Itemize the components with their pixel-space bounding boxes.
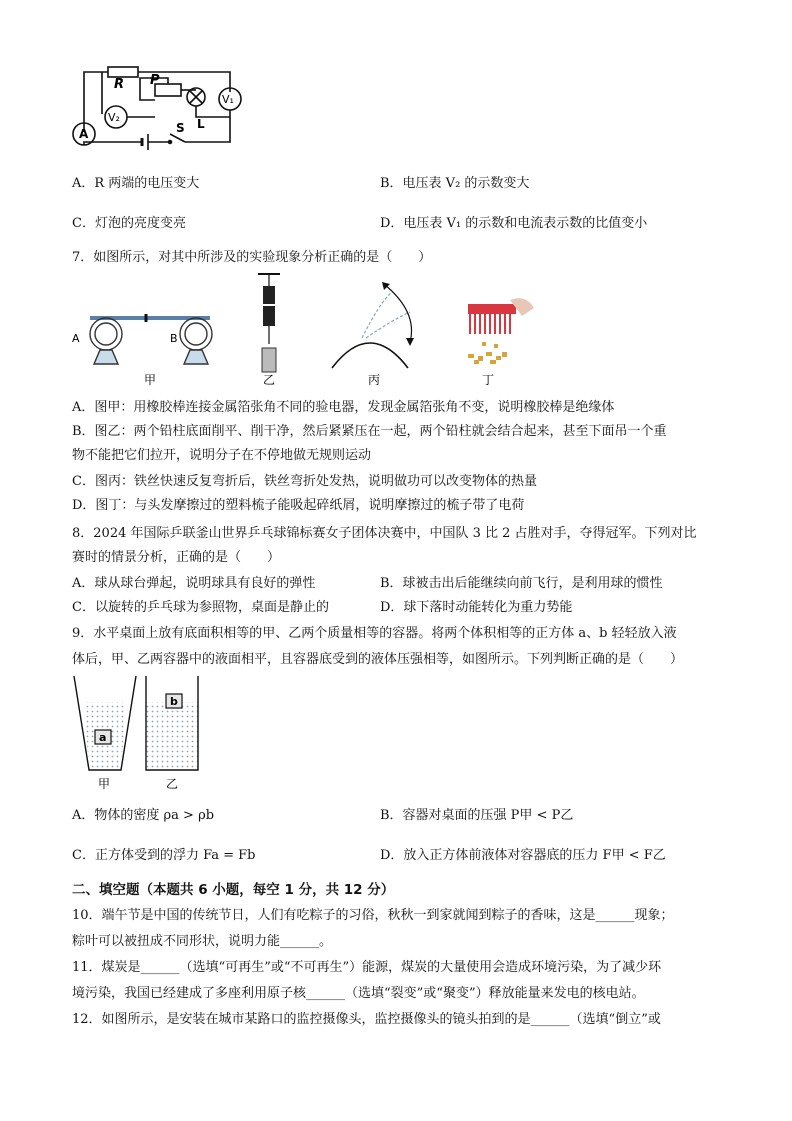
electroscope-figure: [90, 314, 212, 364]
q8-option-a: A．球从球台弹起，说明球具有良好的弹性: [72, 576, 316, 591]
label-v1: V₁: [222, 93, 234, 106]
q8-option-c: C．以旋转的乒乓球为参照物，桌面是静止的: [72, 600, 329, 615]
q11-line1: 11．煤炭是______（选填“可再生”或“不可再生”）能源，煤炭的大量使用会造成环境污染，为了减少环: [72, 960, 662, 975]
q8-option-d: D．球下落时动能转化为重力势能: [380, 600, 573, 615]
circuit-diagram: [70, 62, 250, 162]
q9-option-d: D．放入正方体前液体对容器底的压力 F甲 < F乙: [380, 848, 666, 863]
q7-figures: [70, 272, 550, 390]
q7-option-d: D．图丁：与头发摩擦过的塑料梳子能吸起碎纸屑，说明摩擦过的梳子带了电荷: [72, 498, 525, 513]
comb-figure: [468, 298, 534, 364]
label-a: A: [79, 127, 89, 141]
container-yi-label: 乙: [166, 777, 179, 791]
q9-option-b: B．容器对桌面的压强 P甲 < P乙: [380, 808, 574, 823]
q7-option-b-cont: 物不能把它们拉开，说明分子在不停地做无规则运动: [72, 448, 372, 463]
q6-option-b: B．电压表 V₂ 的示数变大: [380, 176, 530, 191]
section-heading: 二、填空题（本题共 6 小题，每空 1 分，共 12 分）: [72, 882, 395, 898]
q9-containers-figure: [70, 674, 210, 794]
label-s: S: [176, 121, 185, 135]
q7-stem: 7．如图所示，对其中所涉及的实验现象分析正确的是（ ）: [72, 250, 432, 265]
q10-line2: 粽叶可以被扭成不同形状，说明力能______。: [72, 934, 333, 949]
q7-option-c: C．图丙：铁丝快速反复弯折后，铁丝弯折处发热，说明做功可以改变物体的热量: [72, 474, 537, 489]
lead-cylinders-figure: [258, 274, 280, 372]
q6-option-d: D．电压表 V₁ 的示数和电流表示数的比值变小: [380, 216, 648, 231]
q9-option-c: C．正方体受到的浮力 Fa = Fb: [72, 848, 256, 863]
q7-option-b: B．图乙：两个铅柱底面削平、削干净，然后紧紧压在一起，两个铅柱就会结合起来，甚至下面吊一个重: [72, 424, 667, 439]
q6-option-a: A．R 两端的电压变大: [72, 176, 200, 191]
label-v2: V₂: [108, 111, 120, 124]
bent-wire-figure: [332, 282, 414, 368]
q8-option-b: B．球被击出后能继续向前飞行，是利用球的惯性: [380, 576, 663, 591]
container-jia-label: 甲: [98, 777, 111, 791]
cube-b-label: b: [170, 695, 178, 708]
cube-a-label: a: [99, 731, 107, 744]
q9-stem-line2: 体后，甲、乙两容器中的液面相平，且容器底受到的液体压强相等，如图所示。下列判断正确的是（ ）: [72, 652, 684, 667]
fig-label-a: A: [72, 332, 80, 345]
fig-label-yi: 乙: [263, 373, 276, 387]
fig-label-jia: 甲: [144, 373, 157, 387]
fig-label-b: B: [170, 332, 178, 345]
q8-stem-line2: 赛时的情景分析，正确的是（ ）: [72, 550, 281, 565]
q9-option-a: A．物体的密度 ρa > ρb: [72, 808, 215, 823]
fig-label-ding: 丁: [482, 373, 495, 387]
q11-line2: 境污染，我国已经建成了多座利用原子核______（选填“裂变”或“聚变”）释放能量来发电的核电站。: [72, 986, 645, 1001]
q12-line1: 12．如图所示，是安装在城市某路口的监控摄像头，监控摄像头的镜头拍到的是______（选填“倒立”或: [72, 1012, 661, 1027]
fig-label-bing: 丙: [368, 373, 381, 387]
label-p: P: [150, 73, 160, 88]
q9-stem-line1: 9．水平桌面上放有底面积相等的甲、乙两个质量相等的容器。将两个体积相等的正方体 a、b 轻轻放入液: [72, 626, 677, 641]
q8-stem-line1: 8．2024 年国际乒联釜山世界乒乓球锦标赛女子团体决赛中，中国队 3 比 2 占胜对手，夺得冠军。下列对比: [72, 526, 697, 541]
q7-option-a: A．图甲：用橡胶棒连接金属箔张角不同的验电器，发现金属箔张角不变，说明橡胶棒是绝缘体: [72, 400, 615, 415]
label-l: L: [197, 117, 205, 131]
q6-option-c: C．灯泡的亮度变亮: [72, 216, 186, 231]
q10-line1: 10．端午节是中国的传统节日，人们有吃粽子的习俗，秋秋一到家就闻到粽子的香味，这是______现象；: [72, 908, 674, 923]
label-r: R: [114, 77, 125, 92]
